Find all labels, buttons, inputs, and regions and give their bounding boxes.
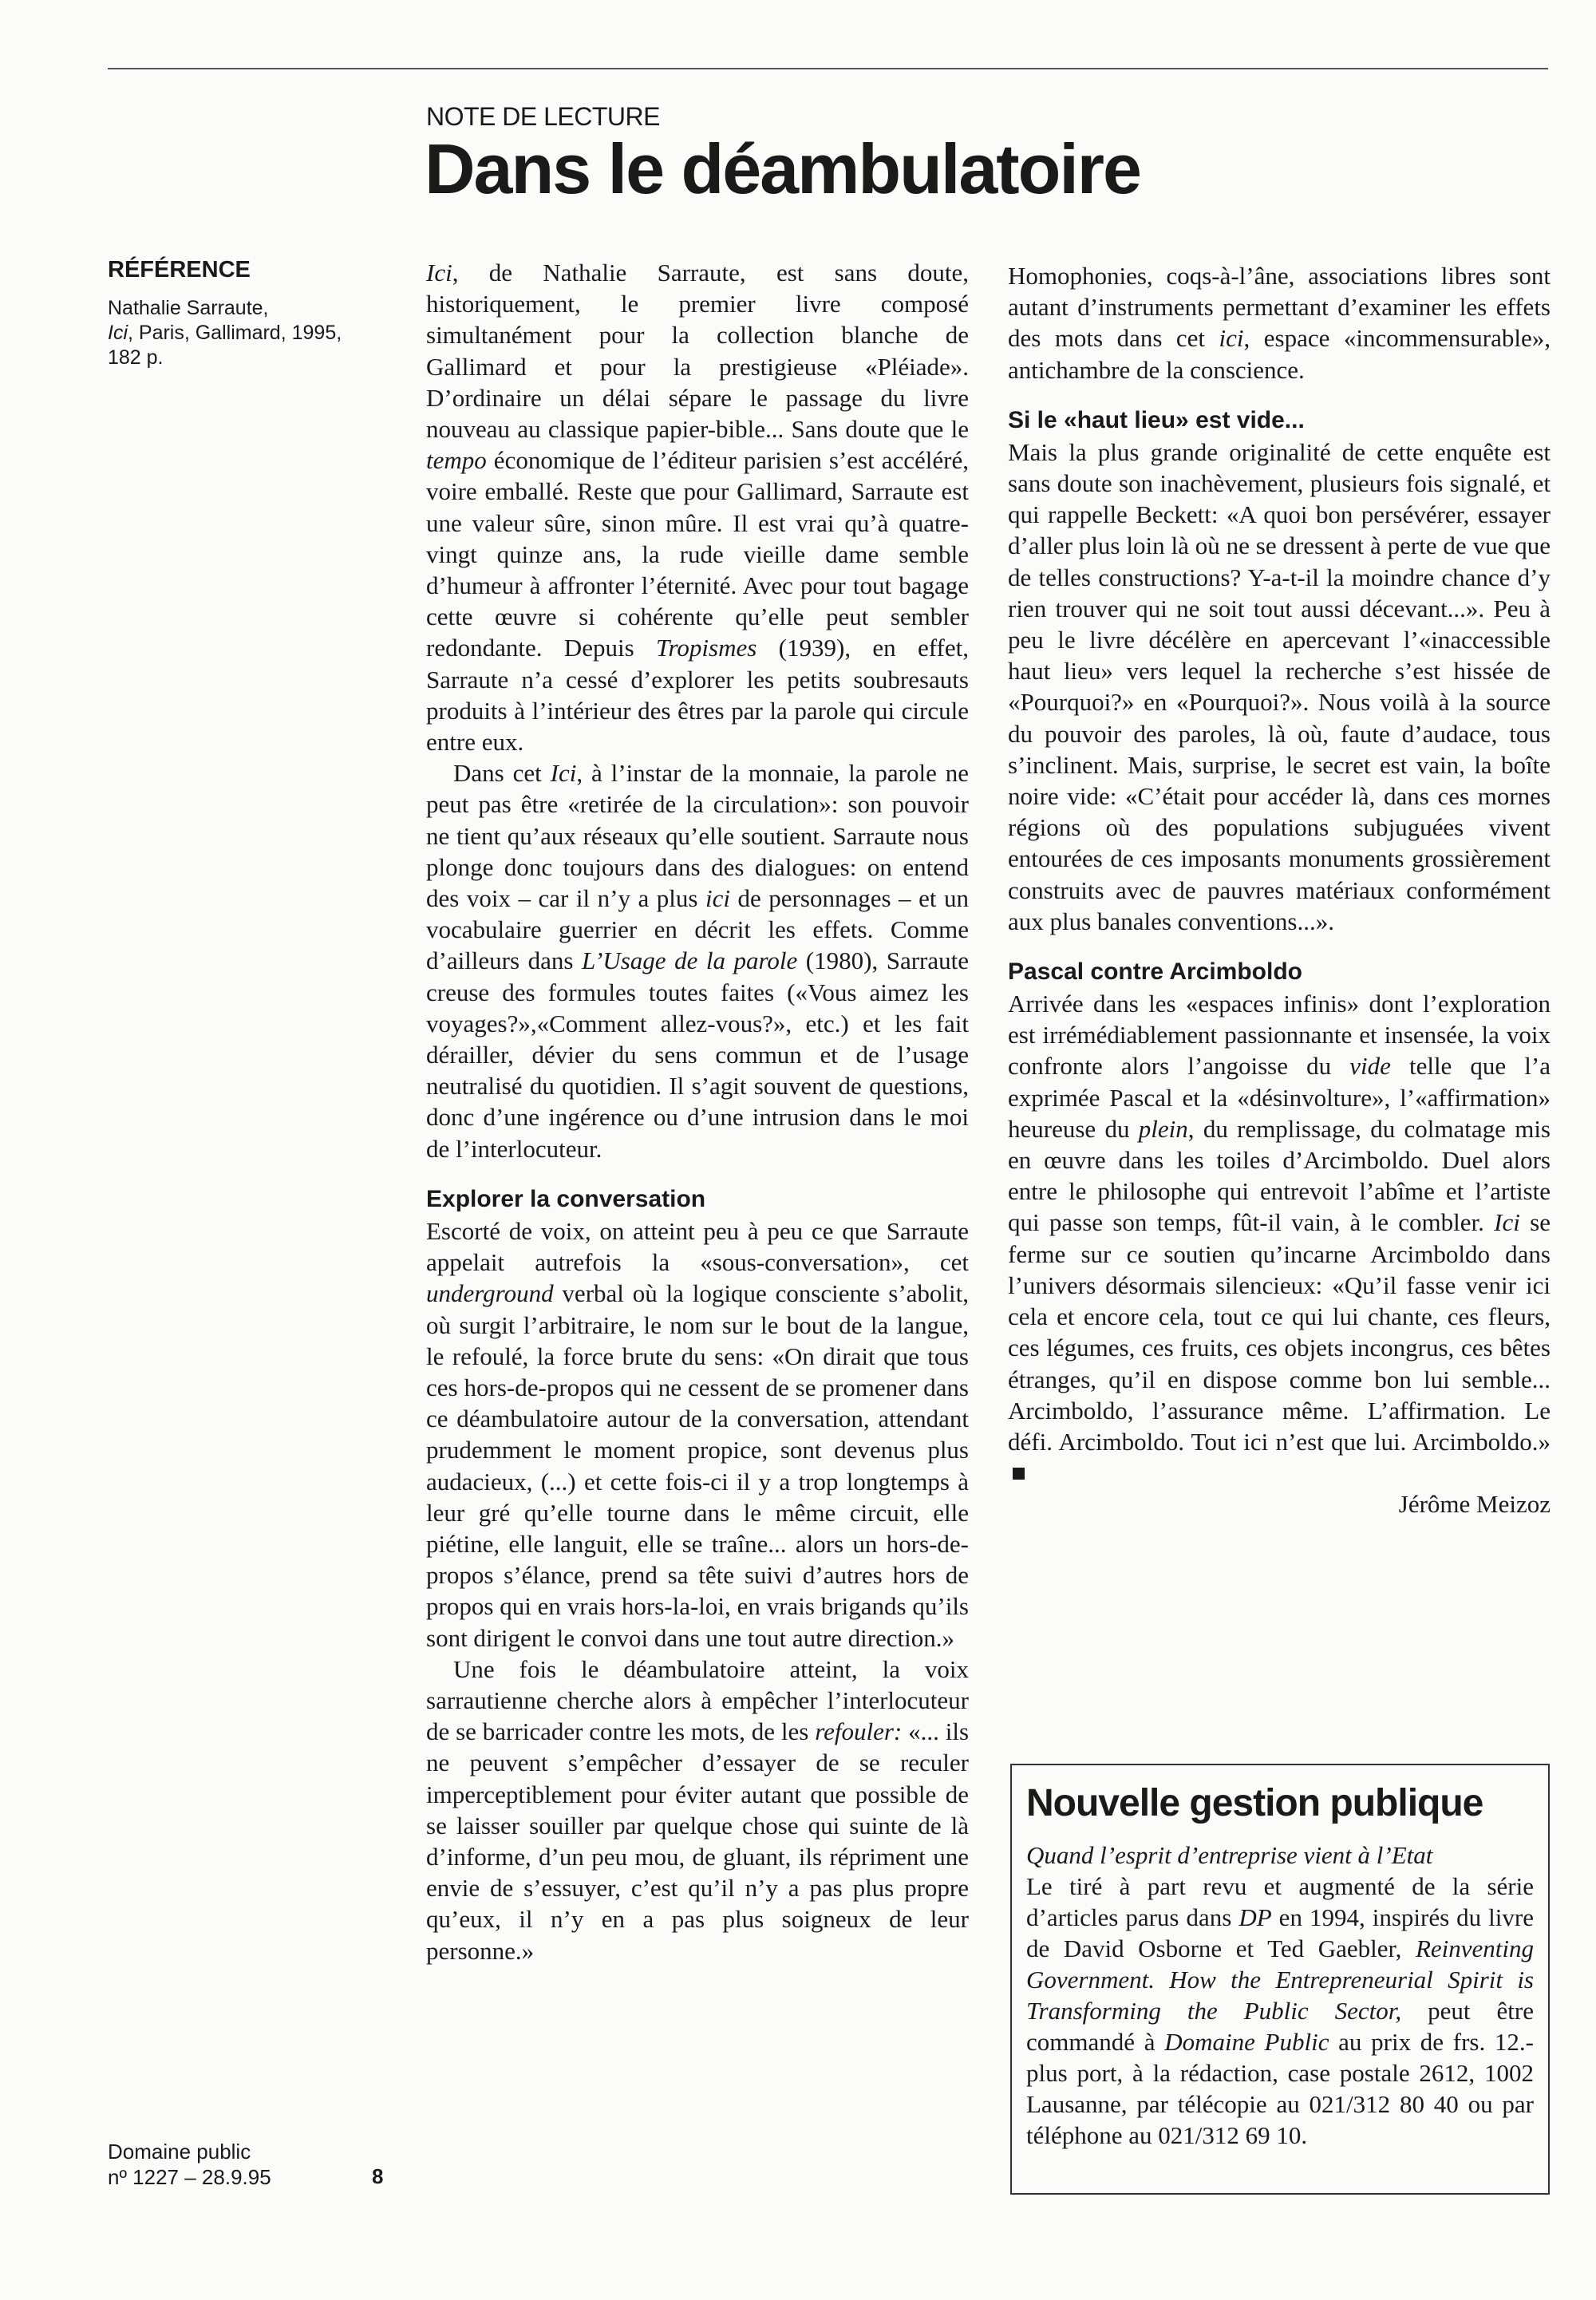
reference-pages: 182 p. xyxy=(108,346,164,369)
text-run: Une fois le déambulatoire atteint, la voix sarrautienne cherche alors à empêcher l’interlocuteur de se barricader contre les mots, de les xyxy=(426,1654,969,1746)
article-title: Dans le déambulatoire xyxy=(425,129,1140,208)
italic-text: plein xyxy=(1138,1114,1188,1143)
text-run: (1939), en effet, Sarraute n’a cessé d’explorer les petits soubresauts produits à l’intérieur des êtres par la parole qui circule entre eux. xyxy=(426,634,969,757)
italic-text: Domaine Public xyxy=(1164,2028,1329,2057)
italic-text: vide xyxy=(1349,1052,1391,1081)
subheading-pascal: Pascal contre Arcimboldo xyxy=(1008,958,1302,986)
footer-issue: nº 1227 – 28.9.95 xyxy=(108,2165,271,2189)
text-run: , à l’instar de la monnaie, la parole ne peut pas être «retirée de la circulation»: son pouvoir ne tient qu’aux réseaux qu’elle soutient. Sarraute nous plonge donc toujours dans des dialogues: on entend des voix – car il n’y a plus xyxy=(426,759,970,913)
italic-text: Ici xyxy=(426,259,452,287)
text-run: Escorté de voix, on atteint peu à peu ce que Sarraute appelait autrefois la «sous-conversation», cet xyxy=(426,1216,969,1277)
text-run: se ferme sur ce soutien qu’incarne Arcimboldo dans l’univers désormais silencieux: «Qu’il fasse venir ici cela et encore cela, tout ce qui lui chante, ces fleurs, ces légumes, ces fruits, ces objets incongrus, ces bêtes étranges, qu’il en dispose comme bon lui semble... Arcimboldo, l’assurance même. L’affirmation. Le défi. Arcimboldo. Tout ici n’est que lui. Arcimboldo.» xyxy=(1008,1208,1551,1456)
section-kicker: NOTE DE LECTURE xyxy=(426,102,660,131)
subheading-explorer: Explorer la conversation xyxy=(426,1185,706,1212)
subheading-haut-lieu: Si le «haut lieu» est vide... xyxy=(1008,406,1305,433)
text-run: «... ils ne peuvent s’empêcher d’essayer de se reculer imperceptiblement pour éviter autant que possible de se laisser souiller par quelque chose qui suinte de là d’informe, d’un peu mou, de gluant, ils répriment une envie de s’essuyer, c’est qu’il n’y a pas plus propre qu’eux, il n’y en a pas plus soigneux de leur personne.» xyxy=(426,1717,970,1965)
box-body xyxy=(1026,1840,1534,2151)
italic-text: L’Usage de la parole xyxy=(581,946,798,975)
italic-text: Tropismes xyxy=(655,634,757,662)
box-subtitle: Quand l’esprit d’entreprise vient à l’Etat xyxy=(1026,1841,1433,1870)
italic-text: Reinventing Government. How the Entrepreneurial Spirit is Transforming the Public Sector, xyxy=(1026,1934,1534,2025)
page-number: 8 xyxy=(372,2164,384,2188)
paragraph-2 xyxy=(426,757,969,1164)
italic-text: DP xyxy=(1238,1903,1272,1932)
italic-text: Ici xyxy=(1494,1208,1520,1237)
text-run: Arrivée dans les «espaces infinis» dont l’exploration est irrémédiablement passionnante et insensée, la voix confronte alors l’angoisse du xyxy=(1008,990,1551,1081)
reference-sidebar xyxy=(108,257,395,370)
text-run: peut être commandé à xyxy=(1026,1997,1534,2057)
text-run: Dans cet xyxy=(453,759,551,788)
text-run: telle que l’a exprimée Pascal et la «désinvolture», l’«affirmation» heureuse du xyxy=(1008,1052,1551,1143)
reference-heading: RÉFÉRENCE xyxy=(108,257,251,283)
box-title: Nouvelle gestion publique xyxy=(1026,1782,1483,1824)
text-run: (1980), Sarraute creuse des formules toutes faites («Vous aimez les voyages?»,«Comment allez-vous?», etc.) et les fait dérailler, dévier du sens commun et de l’usage neutralisé du quotidien. Il s’agit souvent de questions, donc d’une ingérence ou d’une intrusion dans le moi de l’interlocuteur. xyxy=(426,946,969,1163)
text-run: Le tiré à part revu et augmenté de la série d’articles parus dans xyxy=(1026,1872,1534,1932)
paragraph-6: Mais la plus grande originalité de cette enquête est sans doute son inachèvement, plusieurs fois signalé, et qui rappelle Beckett: «A quoi bon persévérer, essayer d’aller plus loin là où ne se dressent à perte de vue que de telles constructions? Y-a-t-il la moindre chance d’y rien trouver qui ne soit tout aussi décevant...». Peu à peu le livre décélère en apercevant l’«inaccessible haut lieu» vers lequel la recherche s’est hissée de «Pourquoi?» en «Pourquoi?». Nous voilà à la source du pouvoir des paroles, là où, faute d’audace, tous s’inclinent. Mais, surprise, le secret est vain, la boîte noire vide: «C’était pour accéder là, dans ces mornes régions où des populations subjuguées vivent entourées de ces imposants monuments grossièrement construits avec de pauvres matériaux conformément aux plus banales conventions...». xyxy=(1008,437,1551,935)
text-run: en 1994, inspirés du livre de David Osborne et Ted Gaebler, xyxy=(1026,1903,1534,1963)
paragraph-5 xyxy=(1008,260,1551,385)
text-run: , espace «incommensurable», antichambre de la conscience. xyxy=(1008,324,1551,384)
reference-author: Nathalie Sarraute, xyxy=(108,297,269,319)
italic-text: refouler: xyxy=(815,1717,903,1746)
italic-text: underground xyxy=(426,1279,554,1308)
paragraph-7 xyxy=(1008,988,1551,1488)
text-run: , de Nathalie Sarraute, est sans doute, historiquement, le premier livre composé simultanément pour la collection blanche de Gallimard et pour la prestigieuse «Pléiade». D’ordinaire un délai sépare le passage du livre nouveau au classique papier-bible... Sans doute que le xyxy=(426,259,969,444)
text-run: , du remplissage, du colmatage mis en œuvre dans les toiles d’Arcimboldo. Duel alors entre le philosophe qui entrevoit l’abîme et l’artiste qui passe son temps, fût-il vain, à le combler. xyxy=(1008,1114,1551,1237)
paragraph-3 xyxy=(426,1215,969,1654)
italic-text: Ici xyxy=(550,759,577,788)
reference-work xyxy=(108,321,395,346)
text-run: Homophonies, coqs-à-l’âne, associations libres sont autant d’instruments permettant d’examiner les effets des mots dans cet xyxy=(1008,262,1551,353)
italic-text: ici xyxy=(1219,324,1244,353)
text-run: au prix de frs. 12.- plus port, à la rédaction, case postale 2612, 1002 Lausanne, par télécopie au 021/312 80 40 ou par téléphone au 021/312 69 10. xyxy=(1026,2028,1534,2150)
paragraph-1 xyxy=(426,257,969,757)
reference-work-title: Ici xyxy=(108,322,128,344)
article-column-1 xyxy=(426,257,969,1966)
text-run: économique de l’éditeur parisien s’est accéléré, voire emballé. Reste que pour Gallimard, Sarraute est une valeur sûre, sinon mûre. Il est vrai qu’à quatre-vingt quinze ans, la rude vieille dame semble d’humeur à affronter l’éternité. Avec pour tout bagage cette œuvre si cohérente qu’elle peut sembler redondante. Depuis xyxy=(426,446,969,662)
paragraph-4 xyxy=(426,1654,969,1966)
footer-publication: Domaine public xyxy=(108,2140,251,2164)
end-mark-icon xyxy=(1013,1468,1025,1480)
announcement-box xyxy=(1010,1764,1550,2195)
reference-publisher: , Paris, Gallimard, 1995, xyxy=(128,322,342,344)
text-run: de personnages – et un vocabulaire guerrier en décrit les effets. Comme d’ailleurs dans xyxy=(426,884,969,975)
text-run: verbal où la logique consciente s’abolit, où surgit l’arbitraire, le nom sur le bout de la langue, le refoulé, la force brute du sens: «On dirait que tous ces hors-de-propos qui ne cessent de se promener dans ce déambulatoire autour de la conversation, attendant prudemment le moment propice, sont devenus plus audacieux, (...) et cette fois-ci il y a trop longtemps à leur gré qu’elle tourne dans le même circuit, elle piétine, elle languit, elle se traîne... alors un hors-de-propos s’élance, prend sa tête suivi d’autres hors de propos qui en vrais hors-la-loi, en vrais brigands qu’ils sont dirigent le convoi dans une tout autre direction.» xyxy=(426,1279,969,1652)
top-rule xyxy=(108,68,1548,69)
page-footer xyxy=(108,2139,271,2190)
article-column-2 xyxy=(1008,260,1551,1520)
author-signature: Jérôme Meizoz xyxy=(1398,1490,1551,1519)
italic-text: tempo xyxy=(426,446,487,475)
italic-text: ici xyxy=(705,884,730,913)
